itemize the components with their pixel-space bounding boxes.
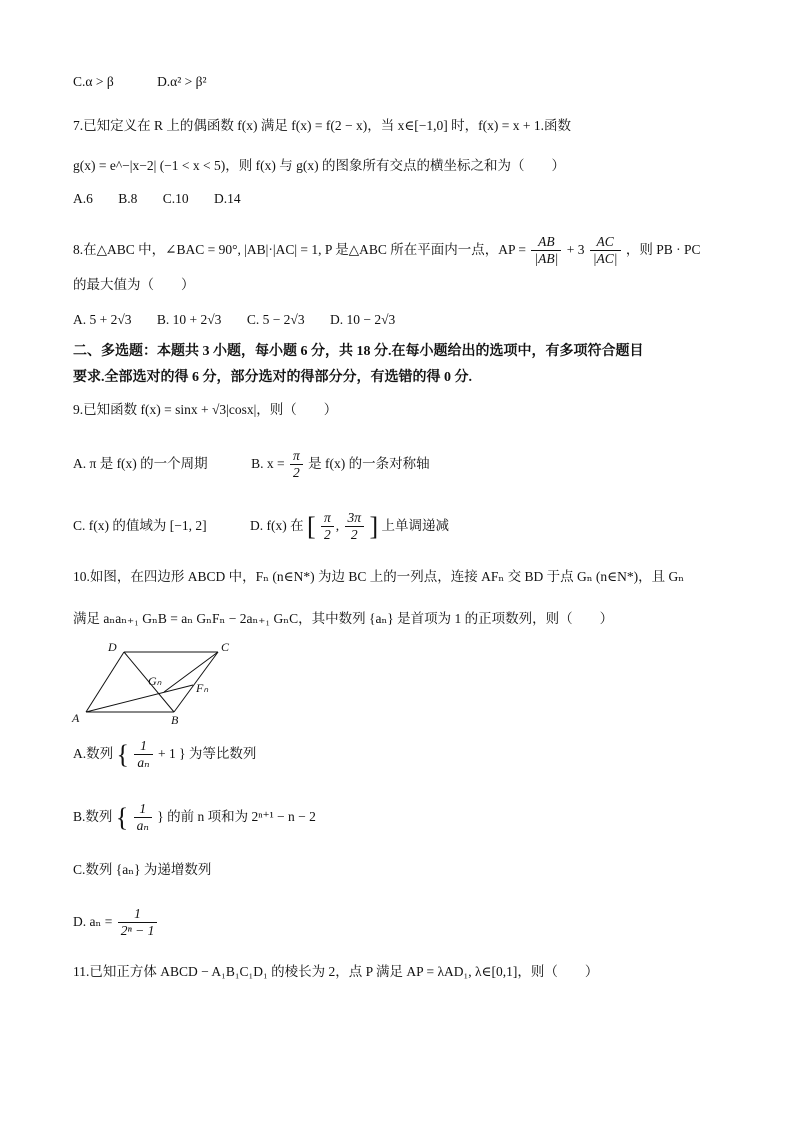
q10-option-d-fraction — [118, 906, 158, 939]
q9-option-d[interactable]: D. f(x) 在 [ $\frac{\pi}{2}$ , $\frac{3\pi}{2}$ ] 上单调递减 — [249, 510, 449, 543]
q10-option-b-den: aₙ — [136, 818, 149, 834]
label-a: A — [72, 711, 80, 725]
q10-option-b-pre: B.数列 — [73, 809, 113, 824]
q7-stem-line1: 7.已知定义在 R 上的偶函数 f(x) 满足 f(x) = f(2 − x)，当 x∈[−1,0] 时，f(x) = x + 1.函数 — [73, 118, 572, 133]
label-b: B — [171, 713, 179, 725]
q8-plus: + 3 — [566, 242, 585, 257]
q10-option-a-brace: { — [116, 739, 129, 769]
q9-options-ab — [73, 444, 430, 484]
q8-option-b[interactable]: B. 10 + 2√3 — [156, 312, 222, 327]
q10-option-b-brace: { — [115, 802, 129, 832]
label-gn: Gₙ — [148, 674, 162, 688]
q9-option-d-den2: 2 — [350, 527, 358, 543]
q6-option-c[interactable]: C.α > β — [73, 74, 114, 89]
q8-text-b: ，则 PB · PC — [625, 242, 701, 257]
q7-option-a[interactable]: A.6 — [73, 191, 93, 206]
q9-option-d-num2: 3π — [345, 510, 365, 527]
q10-option-d[interactable] — [73, 902, 159, 942]
q9-option-b-post: 是 f(x) 的一条对称轴 — [308, 456, 430, 471]
q7-stem-line2: g(x) = e^−|x−2| (−1 < x < 5)，则 f(x) 与 g(x) 的图象所有交点的横坐标之和为（ ） — [73, 158, 565, 173]
q10-option-b-num: 1 — [134, 801, 152, 818]
q10-stem-line1: 10.如图，在四边形 ABCD 中，Fₙ (n∈N*) 为边 BC 上的一列点，连接 AFₙ 交 BD 于点 Gₙ (n∈N*)，且 Gₙ — [73, 569, 685, 584]
q8-option-a[interactable]: A. 5 + 2√3 — [73, 312, 132, 327]
q9-option-b-fraction — [290, 448, 303, 481]
q9-open-bracket: [ — [306, 511, 316, 541]
q10-quadrilateral-figure — [68, 640, 238, 725]
q9-option-d-fraction2 — [345, 510, 365, 543]
q10-option-a-num: 1 — [134, 738, 152, 755]
q8-frac2-den: |AC| — [592, 251, 618, 267]
q10-option-a-den: aₙ — [137, 755, 150, 771]
q6-options — [73, 72, 229, 92]
q9-option-d-den1: 2 — [324, 527, 331, 543]
q8-fraction-ac — [590, 234, 621, 267]
q8-frac2-num: AC — [590, 234, 621, 251]
q10-option-b-post: } 的前 n 项和为 2ⁿ⁺¹ − n − 2 — [157, 809, 316, 824]
q10-option-b-fraction — [134, 801, 152, 834]
q10-option-b[interactable] — [73, 797, 316, 838]
q8-options — [73, 310, 417, 330]
q9-option-d-pre: D. f(x) 在 — [249, 518, 304, 533]
q7-option-b[interactable]: B.8 — [118, 191, 138, 206]
q10-option-d-den: 2ⁿ − 1 — [120, 923, 155, 939]
q8-option-c[interactable]: C. 5 − 2√3 — [246, 312, 305, 327]
q7-option-c[interactable]: C.10 — [162, 191, 189, 206]
q8-stem-line2: 的最大值为（ ） — [73, 277, 195, 292]
q9-option-d-post: 上单调递减 — [381, 518, 449, 533]
q10-stem-line2: 满足 aₙaₙ₊₁ GₙB = aₙ GₙFₙ − 2aₙ₊₁ GₙC，其中数列 {aₙ} 是首项为 1 的正项数列，则（ ） — [73, 611, 614, 626]
q8-option-d[interactable]: D. 10 − 2√3 — [329, 312, 396, 327]
q9-options-cd — [73, 506, 449, 547]
q9-option-b[interactable] — [251, 448, 430, 481]
q8-fraction-ab — [531, 234, 561, 267]
q10-option-c[interactable]: C.数列 {aₙ} 为递增数列 — [73, 862, 212, 877]
q6-option-d[interactable]: D.α² > β² — [157, 74, 207, 89]
q10-option-a-fraction — [134, 738, 152, 771]
q10-option-d-num: 1 — [118, 906, 158, 923]
edge-da — [86, 652, 124, 712]
q8-text-a: 8.在△ABC 中，∠BAC = 90°, |AB|·|AC| = 1, P 是△ABC 所在平面内一点，AP = — [73, 242, 527, 257]
q11-stem: 11.已知正方体 ABCD − A₁B₁C₁D₁ 的棱长为 2，点 P 满足 AP = λAD₁, λ∈[0,1]，则（ ） — [73, 964, 599, 979]
q9-option-b-den: 2 — [292, 465, 300, 481]
label-d: D — [108, 640, 117, 654]
q10-option-a-pre: A.数列 — [73, 746, 114, 761]
q8-frac1-num: AB — [531, 234, 561, 251]
q10-option-d-pre: D. aₙ = — [73, 914, 113, 929]
section-2-heading-line1: 二、多选题：本题共 3 小题，每小题 6 分，共 18 分.在每小题给出的选项中，有多项符合题目 — [73, 344, 644, 359]
q9-option-c[interactable]: C. f(x) 的值域为 [−1, 2] — [73, 518, 207, 533]
q9-option-d-fraction1 — [321, 510, 334, 543]
q9-option-b-pre: B. x = — [251, 456, 285, 471]
q8-frac1-den: |AB| — [534, 251, 559, 267]
q9-option-b-num: π — [290, 448, 303, 465]
section-2-heading-line2: 要求.全部选对的得 6 分，部分选对的得部分分，有选错的得 0 分. — [73, 370, 472, 385]
q7-option-d[interactable]: D.14 — [214, 191, 241, 206]
q9-stem: 9.已知函数 f(x) = sinx + √3|cosx|，则（ ） — [73, 402, 338, 417]
label-fn: Fₙ — [196, 681, 209, 695]
q9-close-bracket: ] — [369, 511, 379, 541]
q9-option-a[interactable]: A. π 是 f(x) 的一个周期 — [73, 456, 208, 471]
q10-option-a[interactable] — [73, 734, 256, 775]
q8-stem-line1 — [73, 230, 701, 270]
label-c: C — [221, 640, 230, 654]
q7-options — [73, 189, 263, 209]
q9-option-d-num1: π — [321, 510, 334, 527]
q10-option-a-post: + 1 } 为等比数列 — [157, 746, 257, 761]
